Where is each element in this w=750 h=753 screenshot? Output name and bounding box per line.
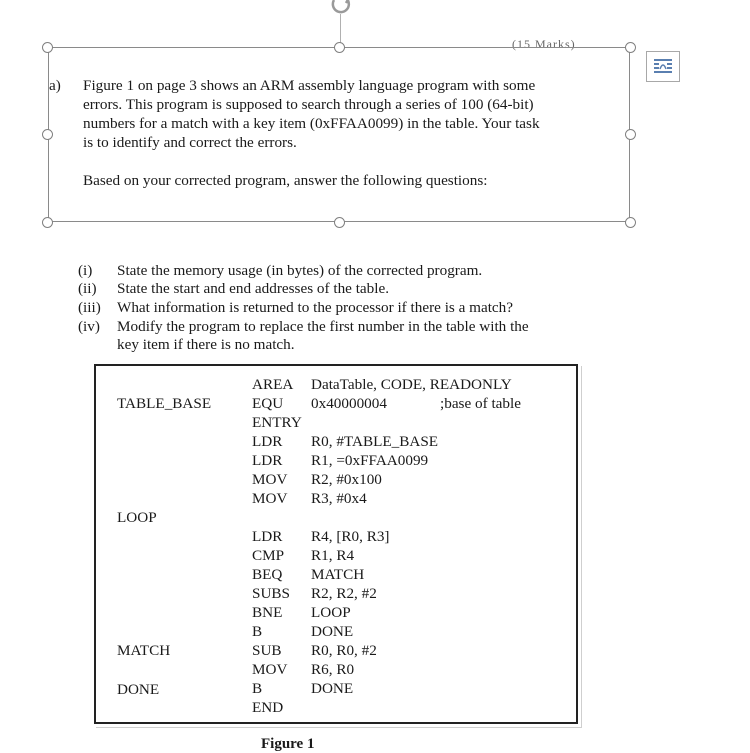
code-comment: ;base of table xyxy=(440,395,521,412)
code-op: END xyxy=(252,699,284,716)
code-args: DONE xyxy=(311,680,354,697)
resize-handle-middle-left[interactable] xyxy=(42,129,53,140)
subquestion-num-ii: (ii) xyxy=(78,280,97,297)
code-op: B xyxy=(252,680,263,697)
code-op: BNE xyxy=(252,604,283,621)
subquestion-text-ii: State the start and end addresses of the table. xyxy=(117,280,390,297)
code-args: R1, R4 xyxy=(311,547,355,564)
code-op: MOV xyxy=(252,661,288,678)
code-args: LOOP xyxy=(311,604,351,621)
resize-handle-bottom-middle[interactable] xyxy=(334,217,345,228)
marks-label: (15 Marks) xyxy=(512,37,576,51)
code-op: BEQ xyxy=(252,566,283,583)
code-args: MATCH xyxy=(311,566,365,583)
resize-handle-middle-right[interactable] xyxy=(625,129,636,140)
question-line-4: is to identify and correct the errors. xyxy=(83,134,297,151)
subquestion-num-i: (i) xyxy=(78,262,93,279)
question-line-3: numbers for a match with a key item (0xFFAA0099) in the table. Your task xyxy=(83,115,540,132)
rotate-handle-icon[interactable] xyxy=(328,0,354,16)
resize-handle-top-left[interactable] xyxy=(42,42,53,53)
code-args: R2, R2, #2 xyxy=(311,585,377,602)
code-op: LDR xyxy=(252,528,283,545)
code-label-loop: LOOP xyxy=(117,509,157,526)
subquestion-text-iv-1: Modify the program to replace the first number in the table with the xyxy=(117,318,529,335)
code-args: R0, #TABLE_BASE xyxy=(311,433,439,450)
code-op: AREA xyxy=(252,376,294,393)
code-op: LDR xyxy=(252,452,283,469)
subquestion-text-i: State the memory usage (in bytes) of the corrected program. xyxy=(117,262,483,279)
resize-handle-bottom-left[interactable] xyxy=(42,217,53,228)
code-args: R6, R0 xyxy=(311,661,355,678)
code-op: MOV xyxy=(252,471,288,488)
subquestion-text-iii: What information is returned to the processor if there is a match? xyxy=(117,299,514,316)
question-label: a) xyxy=(49,77,61,94)
subquestion-num-iv: (iv) xyxy=(78,318,100,335)
code-op: B xyxy=(252,623,263,640)
question-line-2: errors. This program is supposed to search through a series of 100 (64-bit) xyxy=(83,96,534,113)
resize-handle-top-middle[interactable] xyxy=(334,42,345,53)
code-op: LDR xyxy=(252,433,283,450)
code-args: R0, R0, #2 xyxy=(311,642,377,659)
question-line-1: Figure 1 on page 3 shows an ARM assembly language program with some xyxy=(83,77,536,94)
code-label-table-base: TABLE_BASE xyxy=(117,395,212,412)
layout-options-icon[interactable] xyxy=(646,51,680,82)
code-op: ENTRY xyxy=(252,414,302,431)
code-args: 0x40000004 xyxy=(311,395,387,412)
code-op: SUBS xyxy=(252,585,290,602)
resize-handle-top-right[interactable] xyxy=(625,42,636,53)
code-args: DataTable, CODE, READONLY xyxy=(311,376,512,393)
code-args: R2, #0x100 xyxy=(311,471,382,488)
subquestion-text-iv-2: key item if there is no match. xyxy=(117,336,295,353)
code-args: R3, #0x4 xyxy=(311,490,367,507)
code-op: MOV xyxy=(252,490,288,507)
code-args: DONE xyxy=(311,623,354,640)
question-followup: Based on your corrected program, answer the following questions: xyxy=(83,172,488,189)
code-op: SUB xyxy=(252,642,282,659)
code-op: EQU xyxy=(252,395,284,412)
figure-caption: Figure 1 xyxy=(261,736,315,752)
code-op: CMP xyxy=(252,547,285,564)
code-args: R1, =0xFFAA0099 xyxy=(311,452,429,469)
subquestion-num-iii: (iii) xyxy=(78,299,101,316)
code-args: R4, [R0, R3] xyxy=(311,528,390,545)
resize-handle-bottom-right[interactable] xyxy=(625,217,636,228)
code-label-done: DONE xyxy=(117,681,160,698)
code-label-match: MATCH xyxy=(117,642,171,659)
